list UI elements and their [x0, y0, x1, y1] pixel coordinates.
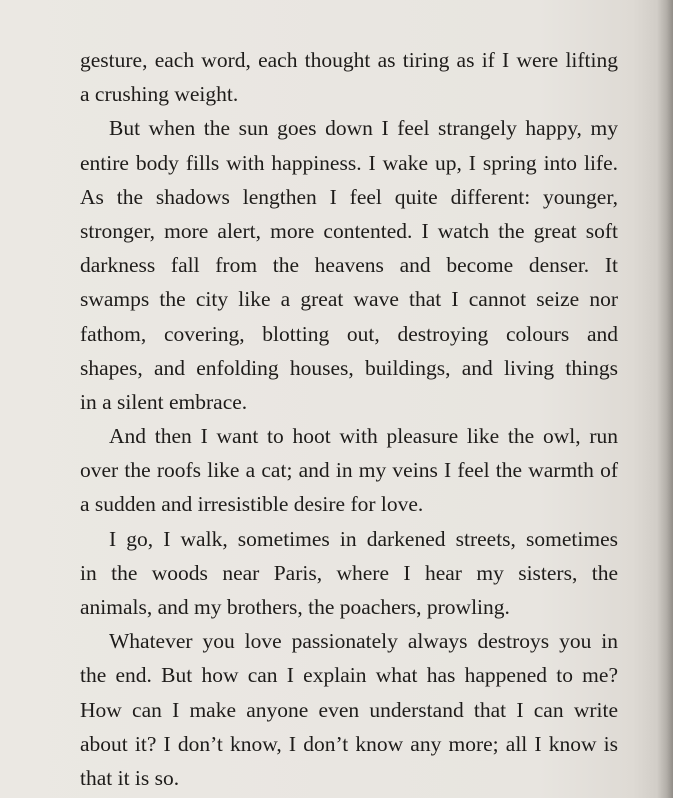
text-line: animals, and my brothers, the poachers, prowling. [80, 595, 510, 619]
paragraph [80, 624, 618, 795]
text-line: As the shadows lengthen I feel quite different: younger, [80, 184, 618, 209]
text-line: How can I make anyone even understand that I can write [80, 697, 618, 722]
text-line: swamps the city like a great wave that I cannot seize nor [80, 287, 618, 312]
text-line: that it is so. [80, 765, 180, 790]
text-line: But when the sun goes down I feel strangely happy, my [109, 116, 618, 141]
text-line: over the roofs like a cat; and in my veins I feel the warmth of [80, 458, 618, 483]
text-line: shapes, and enfolding houses, buildings, and living things [80, 355, 618, 380]
text-line: a sudden and irresistible desire for love. [80, 492, 424, 517]
text-line: in the woods near Paris, where I hear my sisters, the [80, 560, 618, 585]
text-line: the end. But how can I explain what has happened to me? [80, 663, 618, 688]
text-line: about it? I don’t know, I don’t know any more; all I know is [80, 731, 618, 756]
text-line: stronger, more alert, more contented. I watch the great soft [80, 218, 618, 243]
paragraph [80, 522, 618, 625]
page-text [80, 43, 618, 795]
text-line: I go, I walk, sometimes in darkened streets, sometimes [109, 526, 618, 551]
text-line: fathom, covering, blotting out, destroying colours and [80, 321, 618, 346]
text-line: Whatever you love passionately always destroys you in [109, 629, 618, 654]
text-line: And then I want to hoot with pleasure like the owl, run [109, 424, 618, 449]
paragraph-continued [80, 43, 618, 111]
page-edge-shadow [657, 0, 673, 798]
text-line: gesture, each word, each thought as tiring as if I were lifting [80, 48, 618, 72]
paragraph [80, 111, 618, 419]
text-line: darkness fall from the heavens and become denser. It [80, 253, 618, 278]
text-line: a crushing weight. [80, 82, 239, 107]
paragraph [80, 419, 618, 522]
text-line: in a silent embrace. [80, 389, 248, 414]
text-line: entire body fills with happiness. I wake up, I spring into life. [80, 150, 618, 175]
